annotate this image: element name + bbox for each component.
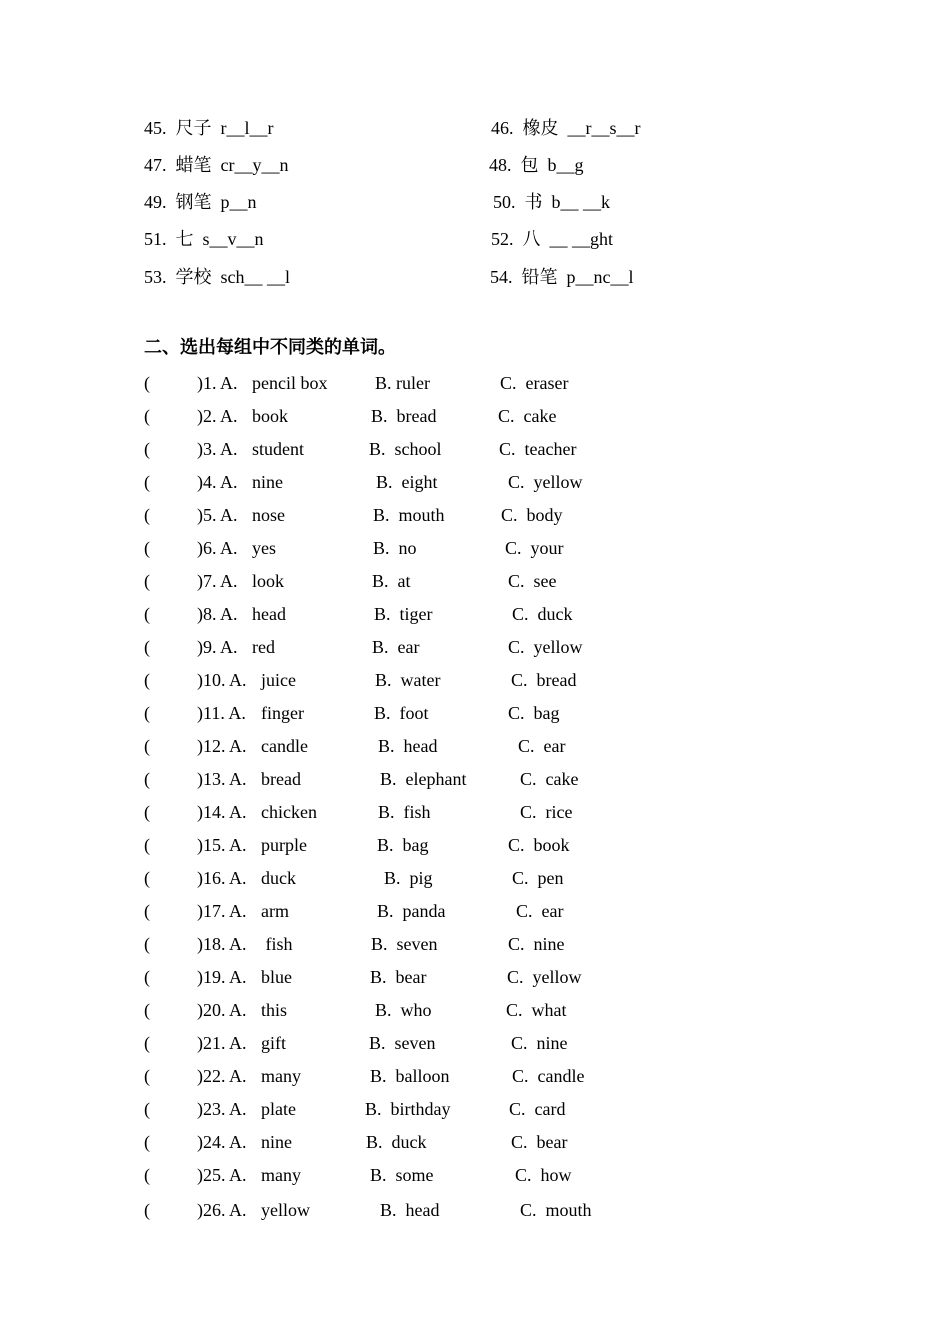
question-row xyxy=(0,998,950,1022)
question-row xyxy=(0,668,950,692)
question-number: )7. A. xyxy=(197,571,238,591)
option-b: B. foot xyxy=(374,703,429,723)
option-c: C. teacher xyxy=(499,439,577,459)
answer-blank[interactable]: ( xyxy=(144,538,150,558)
question-number: )14. A. xyxy=(197,802,247,822)
answer-blank[interactable]: ( xyxy=(144,736,150,756)
option-b: B. head xyxy=(378,736,438,756)
question-number: )25. A. xyxy=(197,1165,247,1185)
question-number: )13. A. xyxy=(197,769,247,789)
question-number: )16. A. xyxy=(197,868,247,888)
option-b: B. mouth xyxy=(373,505,445,525)
fill-in-item: 48. 包 b__g xyxy=(489,155,584,175)
question-row xyxy=(0,536,950,560)
answer-blank[interactable]: ( xyxy=(144,901,150,921)
answer-blank[interactable]: ( xyxy=(144,1033,150,1053)
fill-in-item: 50. 书 b__ __k xyxy=(493,192,610,212)
option-b: B. water xyxy=(375,670,441,690)
question-number: )4. A. xyxy=(197,472,238,492)
answer-blank[interactable]: ( xyxy=(144,934,150,954)
option-c: C. bear xyxy=(511,1132,568,1152)
option-c: C. eraser xyxy=(500,373,569,393)
option-c: C. bread xyxy=(511,670,577,690)
option-a: yes xyxy=(252,538,276,558)
option-a: chicken xyxy=(261,802,317,822)
fill-in-row xyxy=(0,190,950,214)
option-b: B. balloon xyxy=(370,1066,450,1086)
answer-blank[interactable]: ( xyxy=(144,1066,150,1086)
option-c: C. nine xyxy=(508,934,565,954)
option-c: C. body xyxy=(501,505,563,525)
option-a: nose xyxy=(252,505,285,525)
option-a: finger xyxy=(261,703,304,723)
option-c: C. pen xyxy=(512,868,564,888)
option-a: candle xyxy=(261,736,308,756)
option-b: B. seven xyxy=(371,934,438,954)
question-number: )26. A. xyxy=(197,1200,247,1220)
option-b: B. ear xyxy=(372,637,420,657)
question-number: )20. A. xyxy=(197,1000,247,1020)
question-row xyxy=(0,734,950,758)
question-row xyxy=(0,404,950,428)
option-c: C. yellow xyxy=(507,967,582,987)
option-b: B. fish xyxy=(378,802,431,822)
question-number: )3. A. xyxy=(197,439,238,459)
option-a: head xyxy=(252,604,286,624)
question-row xyxy=(0,569,950,593)
option-b: B. no xyxy=(373,538,417,558)
answer-blank[interactable]: ( xyxy=(144,670,150,690)
question-number: )15. A. xyxy=(197,835,247,855)
option-c: C. book xyxy=(508,835,570,855)
question-number: )18. A. xyxy=(197,934,247,954)
option-a: this xyxy=(261,1000,288,1020)
answer-blank[interactable]: ( xyxy=(144,802,150,822)
question-row xyxy=(0,899,950,923)
question-number: )9. A. xyxy=(197,637,238,657)
option-b: B. at xyxy=(372,571,411,591)
option-c: C. yellow xyxy=(508,637,583,657)
fill-in-item: 53. 学校 sch__ __l xyxy=(144,267,290,287)
option-a: many xyxy=(261,1066,301,1086)
option-c: C. duck xyxy=(512,604,573,624)
option-b: B. seven xyxy=(369,1033,436,1053)
question-row xyxy=(0,1163,950,1187)
question-row xyxy=(0,1031,950,1055)
question-number: )6. A. xyxy=(197,538,238,558)
answer-blank[interactable]: ( xyxy=(144,505,150,525)
option-a: book xyxy=(252,406,288,426)
option-b: B. birthday xyxy=(365,1099,451,1119)
question-number: )1. A. xyxy=(197,373,238,393)
option-a: fish xyxy=(261,934,293,954)
question-row xyxy=(0,965,950,989)
answer-blank[interactable]: ( xyxy=(144,967,150,987)
question-row xyxy=(0,1198,950,1222)
option-c: C. your xyxy=(505,538,564,558)
fill-in-item: 47. 蜡笔 cr__y__n xyxy=(144,155,289,175)
question-number: )12. A. xyxy=(197,736,247,756)
option-c: C. ear xyxy=(516,901,564,921)
question-number: )2. A. xyxy=(197,406,238,426)
option-a: bread xyxy=(261,769,301,789)
question-row xyxy=(0,767,950,791)
option-b: B. bag xyxy=(377,835,429,855)
option-b: B. elephant xyxy=(380,769,467,789)
option-a: gift xyxy=(261,1033,286,1053)
question-number: )19. A. xyxy=(197,967,247,987)
answer-blank[interactable]: ( xyxy=(144,373,150,393)
question-number: )8. A. xyxy=(197,604,238,624)
answer-blank[interactable]: ( xyxy=(144,439,150,459)
question-row xyxy=(0,1130,950,1154)
question-row xyxy=(0,635,950,659)
option-c: C. bag xyxy=(508,703,560,723)
option-c: C. card xyxy=(509,1099,566,1119)
answer-blank[interactable]: ( xyxy=(144,1200,150,1220)
option-c: C. how xyxy=(515,1165,572,1185)
option-a: student xyxy=(252,439,304,459)
question-row xyxy=(0,470,950,494)
question-number: )5. A. xyxy=(197,505,238,525)
answer-blank[interactable]: ( xyxy=(144,1099,150,1119)
question-number: )11. A. xyxy=(197,703,246,723)
option-c: C. mouth xyxy=(520,1200,592,1220)
fill-in-row xyxy=(0,116,950,140)
option-b: B. tiger xyxy=(374,604,433,624)
option-a: plate xyxy=(261,1099,296,1119)
answer-blank[interactable]: ( xyxy=(144,1132,150,1152)
option-a: nine xyxy=(261,1132,292,1152)
question-number: )17. A. xyxy=(197,901,247,921)
question-row xyxy=(0,833,950,857)
question-row xyxy=(0,437,950,461)
option-a: arm xyxy=(261,901,289,921)
answer-blank[interactable]: ( xyxy=(144,1165,150,1185)
option-a: purple xyxy=(261,835,307,855)
option-c: C. yellow xyxy=(508,472,583,492)
option-b: B. who xyxy=(375,1000,432,1020)
option-c: C. candle xyxy=(512,1066,585,1086)
question-row xyxy=(0,503,950,527)
option-c: C. ear xyxy=(518,736,566,756)
answer-blank[interactable]: ( xyxy=(144,571,150,591)
option-a: duck xyxy=(261,868,296,888)
answer-blank[interactable]: ( xyxy=(144,868,150,888)
question-number: )22. A. xyxy=(197,1066,247,1086)
option-a: pencil box xyxy=(252,373,328,393)
option-a: yellow xyxy=(261,1200,310,1220)
question-row xyxy=(0,1064,950,1088)
option-a: blue xyxy=(261,967,292,987)
question-row xyxy=(0,371,950,395)
question-number: )24. A. xyxy=(197,1132,247,1152)
question-number: )10. A. xyxy=(197,670,247,690)
fill-in-row xyxy=(0,153,950,177)
option-b: B. school xyxy=(369,439,442,459)
fill-in-item: 54. 铅笔 p__nc__l xyxy=(490,267,634,287)
fill-in-row xyxy=(0,265,950,289)
option-c: C. cake xyxy=(520,769,579,789)
option-a: nine xyxy=(252,472,283,492)
question-number: )21. A. xyxy=(197,1033,247,1053)
answer-blank[interactable]: ( xyxy=(144,835,150,855)
option-c: C. cake xyxy=(498,406,557,426)
question-row xyxy=(0,866,950,890)
option-b: B. bear xyxy=(370,967,427,987)
answer-blank[interactable]: ( xyxy=(144,604,150,624)
option-c: C. what xyxy=(506,1000,567,1020)
fill-in-item: 46. 橡皮 __r__s__r xyxy=(491,118,641,138)
option-b: B. head xyxy=(380,1200,440,1220)
question-row xyxy=(0,1097,950,1121)
option-a: look xyxy=(252,571,285,591)
option-c: C. rice xyxy=(520,802,573,822)
fill-in-item: 45. 尺子 r__l__r xyxy=(144,118,274,138)
option-b: B. some xyxy=(370,1165,434,1185)
answer-blank[interactable]: ( xyxy=(144,406,150,426)
option-c: C. nine xyxy=(511,1033,568,1053)
option-a: juice xyxy=(261,670,296,690)
answer-blank[interactable]: ( xyxy=(144,472,150,492)
question-number: )23. A. xyxy=(197,1099,247,1119)
fill-in-item: 52. 八 __ __ght xyxy=(491,229,614,249)
option-b: B. duck xyxy=(366,1132,427,1152)
question-row xyxy=(0,932,950,956)
option-a: many xyxy=(261,1165,301,1185)
answer-blank[interactable]: ( xyxy=(144,637,150,657)
answer-blank[interactable]: ( xyxy=(144,703,150,723)
option-b: B. eight xyxy=(376,472,438,492)
question-row xyxy=(0,602,950,626)
option-b: B. pig xyxy=(384,868,433,888)
question-row xyxy=(0,701,950,725)
option-c: C. see xyxy=(508,571,557,591)
option-b: B. panda xyxy=(377,901,446,921)
option-b: B. ruler xyxy=(375,373,430,393)
fill-in-item: 51. 七 s__v__n xyxy=(144,229,264,249)
answer-blank[interactable]: ( xyxy=(144,769,150,789)
question-row xyxy=(0,800,950,824)
option-a: red xyxy=(252,637,275,657)
answer-blank[interactable]: ( xyxy=(144,1000,150,1020)
fill-in-item: 49. 钢笔 p__n xyxy=(144,192,257,212)
fill-in-row xyxy=(0,227,950,251)
section-title: 二、选出每组中不同类的单词。 xyxy=(144,337,396,358)
option-b: B. bread xyxy=(371,406,437,426)
